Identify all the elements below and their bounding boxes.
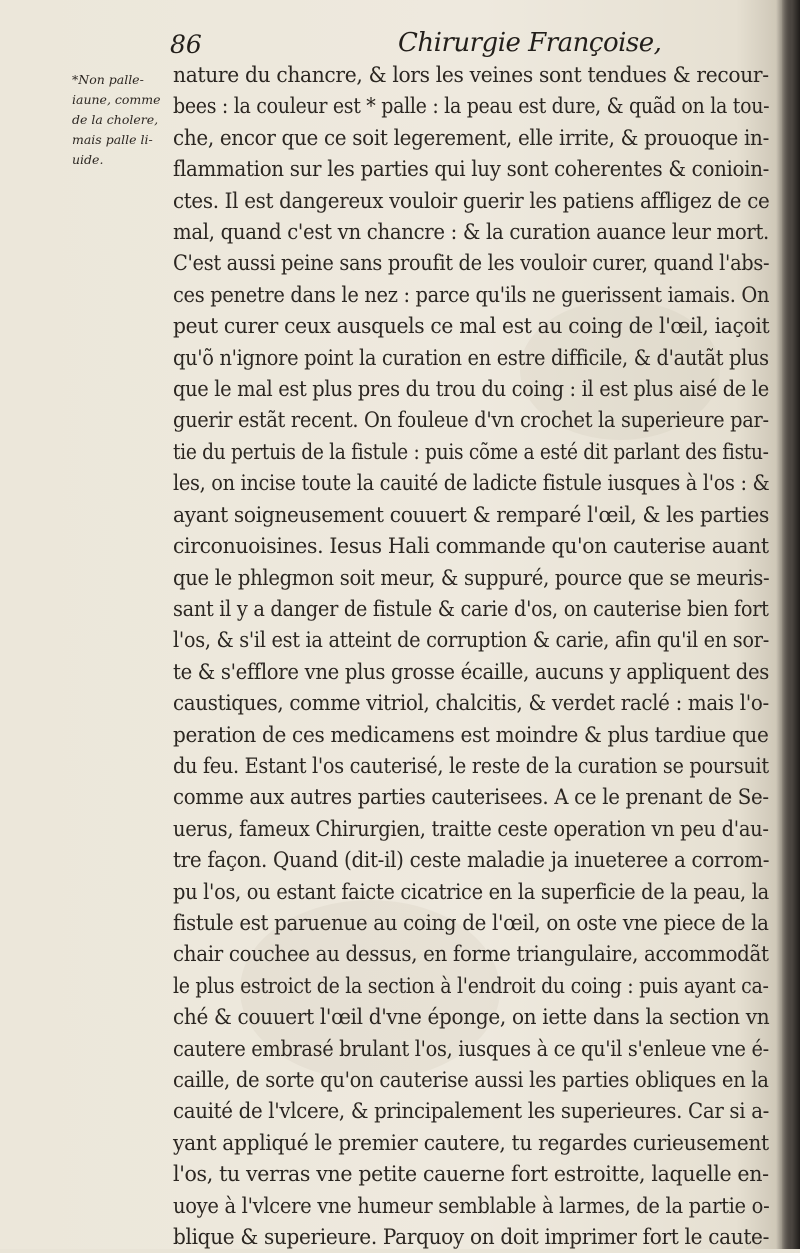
margin-note-line: mais palle li- — [72, 132, 153, 147]
body-text — [173, 60, 769, 1253]
text-line: tre façon. Quand (dit-il) ceste maladie ja inueteree a corrom- — [173, 848, 770, 874]
text-line: l'os, tu verras vne petite cauerne fort estroitte, laquelle en- — [173, 1162, 769, 1188]
text-line: flammation sur les parties qui luy sont coherentes & conioin- — [173, 157, 770, 183]
text-line: cautere embrasé brulant l'os, iusques à ce qu'il s'enleue vne é- — [173, 1036, 769, 1062]
text-line: qu'õ n'ignore point la curation en estre difficile, & d'autãt plus — [173, 345, 769, 371]
text-line: te & s'efflore vne plus grosse écaille, aucuns y appliquent des — [173, 659, 769, 685]
text-line: tie du pertuis de la fistule : puis cõme a esté dit parlant des fistu- — [173, 439, 769, 465]
book-edge — [782, 0, 800, 1249]
text-line: nature du chancre, & lors les veines sont tendues & recour- — [173, 63, 769, 88]
running-head — [170, 28, 730, 62]
text-line: che, encor que ce soit legerement, elle irrite, & prouoque in- — [173, 125, 769, 151]
text-line: que le mal est plus pres du trou du coing : il est plus aisé de le — [173, 377, 769, 403]
text-line: blique & superieure. Parquoy on doit imprimer fort le caute- — [173, 1225, 770, 1251]
text-line: pu l'os, ou estant faicte cicatrice en la superficie de la peau, la — [173, 879, 769, 905]
text-line: mal, quand c'est vn chancre : & la curation auance leur mort. — [173, 220, 769, 246]
margin-note-line: uide. — [72, 152, 104, 167]
text-line: peut curer ceux ausquels ce mal est au coing de l'œil, iaçoit — [173, 314, 770, 340]
text-line: guerir estãt recent. On fouleue d'vn crochet la superieure par- — [173, 408, 769, 434]
text-line: peration de ces medicamens est moindre & plus tardiue que — [173, 722, 769, 748]
text-line: comme aux autres parties cauterisees. A ce le prenant de Se- — [173, 785, 769, 811]
margin-note-line: de la cholere, — [72, 112, 159, 127]
text-line: du feu. Estant l'os cauterisé, le reste de la curation se poursuit — [173, 753, 769, 779]
text-line: uoye à l'vlcere vne humeur semblable à larmes, de la partie o- — [173, 1193, 770, 1219]
text-line: le plus estroict de la section à l'endroit du coing : puis ayant ca- — [173, 973, 769, 999]
text-line: les, on incise toute la cauité de ladicte fistule iusques à l'os : & — [173, 471, 770, 497]
margin-note-line: iaune, comme — [72, 92, 161, 107]
text-line: fistule est paruenue au coing de l'œil, on oste vne piece de la — [173, 910, 769, 936]
text-line: caille, de sorte qu'on cauterise aussi les parties obliques en la — [173, 1068, 769, 1093]
text-line: ctes. Il est dangereux vouloir guerir les patiens affligez de ce — [173, 188, 770, 214]
text-line: uerus, fameux Chirurgien, traitte ceste operation vn peu d'au- — [173, 816, 769, 842]
text-line: que le phlegmon soit meur, & suppuré, pource que se meuris- — [173, 565, 770, 591]
margin-note — [72, 70, 164, 170]
text-line: chair couchee au dessus, en forme triangulaire, accommodãt — [173, 942, 769, 968]
text-line: yant appliqué le premier cautere, tu regardes curieusement — [173, 1130, 769, 1156]
book-title: Chirurgie Françoise, — [398, 28, 662, 58]
text-line: bees : la couleur est * palle : la peau est dure, & quãd on la tou- — [173, 94, 770, 120]
text-line: caustiques, comme vitriol, chalcitis, & verdet raclé : mais l'o- — [173, 691, 769, 717]
text-line: sant il y a danger de fistule & carie d'os, on cauterise bien fort — [173, 596, 769, 622]
text-line: ché & couuert l'œil d'vne éponge, on iette dans la section vn — [173, 1005, 770, 1031]
margin-note-line: *Non palle- — [72, 72, 144, 87]
text-line: C'est aussi peine sans proufit de les vouloir curer, quand l'abs- — [173, 251, 770, 277]
text-line: cauité de l'vlcere, & principalement les superieures. Car si a- — [173, 1099, 770, 1125]
page-number: 86 — [170, 30, 202, 59]
text-line: ayant soigneusement couuert & remparé l'œil, & les parties — [173, 502, 769, 528]
text-line: ces penetre dans le nez : parce qu'ils ne guerissent iamais. On — [173, 282, 770, 308]
text-line: circonuoisines. Iesus Hali commande qu'on cauterise auant — [173, 534, 769, 560]
text-line: l'os, & s'il est ia atteint de corruption & carie, afin qu'il en sor- — [173, 628, 769, 654]
